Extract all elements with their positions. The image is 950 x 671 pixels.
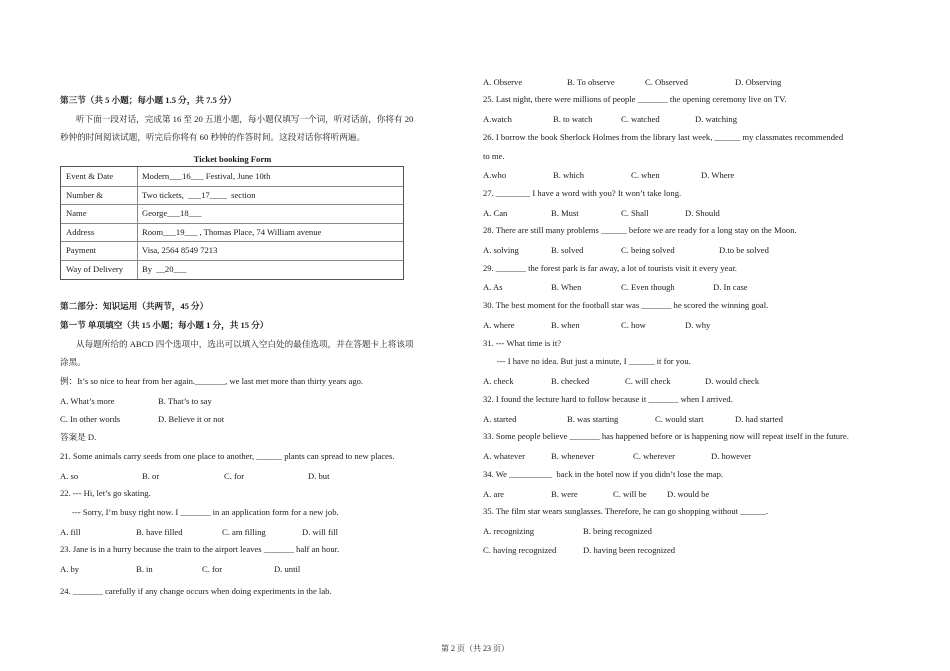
- option: B. To observe: [567, 77, 615, 87]
- option: C. for: [202, 564, 223, 574]
- form-row: [61, 204, 403, 224]
- option: D. why: [685, 320, 711, 330]
- form-label: Payment: [66, 245, 97, 256]
- option: B. when: [551, 320, 580, 330]
- form-label: Number &: [66, 189, 103, 200]
- option: B. checked: [551, 376, 590, 386]
- option: B. Must: [551, 208, 579, 218]
- question-26: 26. I borrow the book Sherlock Holmes from the library last week, ______ my classmates recommended: [483, 132, 844, 142]
- option: D. Observing: [735, 77, 782, 87]
- option: C. how: [621, 320, 646, 330]
- question-23: 23. Jane is in a hurry because the train to the airport leaves _______ half an hour.: [60, 544, 340, 554]
- section1-instruction-1: 从每题所给的 ABCD 四个选项中，选出可以填入空白处的最佳选项，并在答题卡上将该项: [76, 339, 414, 349]
- option: B. being recognized: [583, 526, 652, 536]
- example-question: 例：It’s so nice to hear from her again._______, we last met more than thirty years ago.: [60, 376, 364, 386]
- form-value: Modern___16___ Festival, June 10th: [142, 171, 271, 181]
- ticket-booking-form: [60, 166, 404, 280]
- option: A. solving: [483, 245, 519, 255]
- page-footer: 第 2 页（共 23 页）: [441, 644, 509, 653]
- section1-heading: 第一节 单项填空（共 15 小题；每小题 1 分，共 15 分）: [60, 320, 269, 330]
- option: A. fill: [60, 527, 81, 537]
- form-value: Room___19___ , Thomas Place, 74 William avenue: [142, 226, 322, 237]
- section3-heading: 第三节（共 5 小题；每小题 1.5 分，共 7.5 分）: [60, 95, 237, 105]
- question-22: 22. --- Hi, let’s go skating.: [60, 488, 151, 498]
- option: C. wherever: [633, 451, 675, 461]
- question-33: 33. Some people believe _______ has happened before or is happening now will repeat itself in the future.: [483, 431, 849, 441]
- option: A.watch: [483, 114, 512, 124]
- option: D. watching: [695, 114, 738, 124]
- option: C. will be: [613, 489, 647, 499]
- option: B. whenever: [551, 451, 595, 461]
- form-row: [61, 167, 403, 187]
- form-label: Address: [66, 226, 95, 237]
- question-30: 30. The best moment for the football star was _______ he scored the winning goal.: [483, 300, 769, 310]
- question-25: 25. Last night, there were millions of people _______ the opening ceremony live on TV.: [483, 94, 787, 104]
- option: D. but: [308, 471, 330, 481]
- question-27: 27. ________ I have a word with you? It won’t take long.: [483, 188, 682, 198]
- form-value: Visa, 2564 8549 7213: [142, 245, 218, 256]
- option: C. Even though: [621, 282, 675, 292]
- option: C. having recognized: [483, 545, 557, 555]
- option: D. until: [274, 564, 301, 574]
- option: D. Should: [685, 208, 720, 218]
- option: C. In other words: [60, 414, 121, 424]
- form-label: Event & Date: [66, 171, 114, 181]
- question-32: 32. I found the lecture hard to follow because it _______ when I arrived.: [483, 394, 733, 404]
- option: C. Shall: [621, 208, 649, 218]
- option: B. When: [551, 282, 582, 292]
- example-answer: 答案是 D.: [60, 432, 97, 442]
- option: D. had started: [735, 414, 783, 424]
- option: A. What’s more: [60, 396, 115, 406]
- option: D. having been recognized: [583, 545, 676, 555]
- section1-instruction-2: 涂黑。: [60, 357, 86, 367]
- form-value: By __20___: [142, 264, 187, 274]
- option: B. have filled: [136, 527, 183, 537]
- form-row: [61, 241, 403, 261]
- option: C. Observed: [645, 77, 688, 87]
- form-title: Ticket booking Form: [193, 154, 272, 164]
- question-31-reply: --- I have no idea. But just a minute, I ______ it for you.: [497, 356, 691, 366]
- option: A. check: [483, 376, 514, 386]
- option: C. when: [631, 170, 660, 180]
- option: C. would start: [655, 414, 704, 424]
- form-label: Name: [66, 208, 87, 219]
- option: B. to watch: [553, 114, 593, 124]
- option: A. whatever: [483, 451, 525, 461]
- question-29: 29. _______ the forest park is far away, a lot of tourists visit it every year.: [483, 263, 737, 273]
- option: B. or: [142, 471, 160, 481]
- option: A. As: [483, 282, 503, 292]
- option: D. would check: [705, 376, 760, 386]
- form-label: Way of Delivery: [66, 264, 124, 274]
- option: A. started: [483, 414, 517, 424]
- question-34: 34. We __________ back in the hotel now if you didn’t lose the map.: [483, 469, 724, 479]
- option: B. which: [553, 170, 585, 180]
- option: D.to be solved: [719, 245, 769, 255]
- option: C. being solved: [621, 245, 675, 255]
- option: B. was starting: [567, 414, 619, 424]
- option: A. where: [483, 320, 515, 330]
- option: D. Where: [701, 170, 735, 180]
- form-row: [61, 223, 403, 243]
- option: D. will fill: [302, 527, 339, 537]
- form-row: [61, 186, 403, 206]
- question-31: 31. --- What time is it?: [483, 338, 562, 348]
- form-value: George___18___: [142, 208, 202, 219]
- option: B. That’s to say: [158, 396, 212, 406]
- question-22-reply: --- Sorry, I’m busy right now. I _______ in an application form for a new job.: [72, 507, 339, 517]
- option: D. however: [711, 451, 752, 461]
- section3-instruction-1: 听下面一段对话，完成第 16 至 20 五道小题，每小题仅填写一个词，听对话前，你将有 20: [76, 114, 414, 124]
- section3-instruction-2: 秒钟的时间阅读试题，听完后你将有 60 秒钟的作答时间。这段对话你将听两遍。: [60, 132, 366, 142]
- question-26-cont: to me.: [483, 151, 505, 161]
- question-35: 35. The film star wears sunglasses. Therefore, he can go shopping without ______.: [483, 506, 769, 516]
- part2-heading: 第二部分：知识运用（共两节，45 分）: [60, 301, 209, 311]
- option: B. solved: [551, 245, 584, 255]
- option: C. will check: [625, 376, 671, 386]
- form-row: [61, 260, 403, 279]
- option: A. recognizing: [483, 526, 535, 536]
- option: A.who: [483, 170, 507, 180]
- option: A. Observe: [483, 77, 523, 87]
- question-21: 21. Some animals carry seeds from one place to another, ______ plants can spread to new places.: [60, 451, 395, 461]
- question-24: 24. _______ carefully if any change occurs when doing experiments in the lab.: [60, 586, 332, 596]
- option: D. would be: [667, 489, 710, 499]
- option: A. are: [483, 489, 504, 499]
- question-28: 28. There are still many problems ______ before we are ready for a long stay on the Moon.: [483, 225, 797, 235]
- option: B. in: [136, 564, 153, 574]
- option: B. were: [551, 489, 578, 499]
- option: C. am filling: [222, 527, 266, 537]
- option: C. for: [224, 471, 245, 481]
- option: C. watched: [621, 114, 660, 124]
- option: A. by: [60, 564, 80, 574]
- option: A. so: [60, 471, 79, 481]
- option: D. Believe it or not: [158, 414, 225, 424]
- option: D. In case: [713, 282, 748, 292]
- option: A. Can: [483, 208, 508, 218]
- form-value: Two tickets, ___17____ section: [142, 189, 256, 200]
